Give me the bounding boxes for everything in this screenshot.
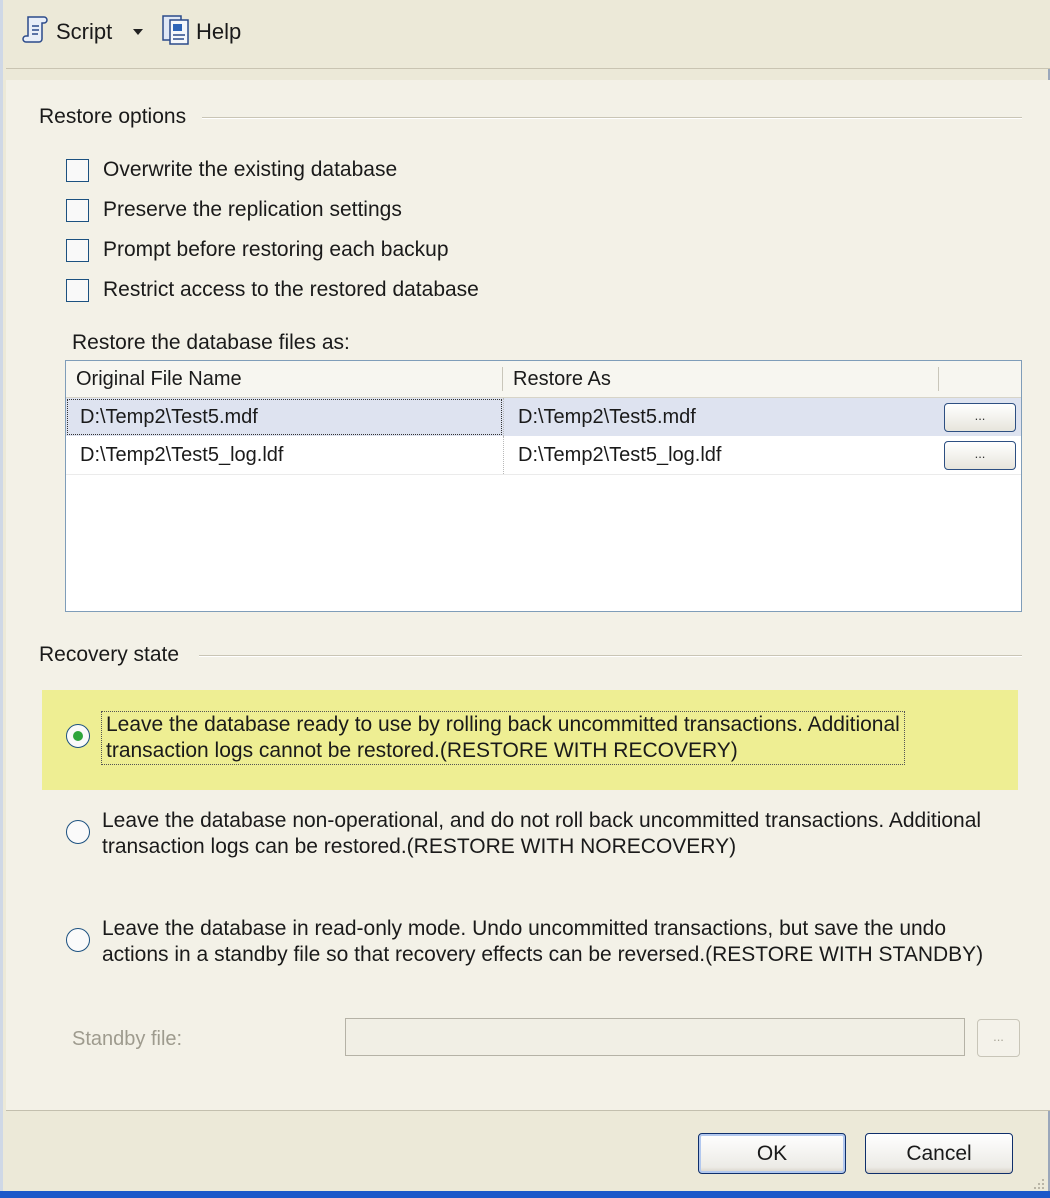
browse-button[interactable]: ... (944, 441, 1016, 470)
overwrite-database-checkbox[interactable] (66, 158, 397, 182)
script-label: Script (56, 19, 113, 44)
standby-browse-button[interactable]: ... (977, 1019, 1020, 1057)
checkbox-box[interactable] (66, 199, 89, 222)
standby-file-input[interactable] (345, 1018, 965, 1056)
restore-options-page (6, 80, 1050, 1111)
window-bottom-edge (0, 1191, 1050, 1198)
standby-file-label: Standby file: (72, 1028, 183, 1050)
prompt-before-restoring-checkbox[interactable] (66, 238, 449, 262)
recovery-state-divider (199, 655, 1022, 657)
column-separator[interactable] (938, 367, 939, 391)
script-button[interactable] (20, 14, 112, 50)
checkbox-box[interactable] (66, 279, 89, 302)
toolbar (6, 0, 1050, 69)
checkbox-box[interactable] (66, 239, 89, 262)
recovery-option-restore-with-norecovery[interactable] (66, 808, 981, 860)
help-icon (160, 12, 192, 52)
original-file-cell[interactable]: D:\Temp2\Test5_log.ldf (80, 444, 284, 466)
table-row[interactable] (66, 398, 1021, 436)
restore-files-label: Restore the database files as: (72, 331, 350, 354)
recovery-option-restore-with-recovery[interactable] (66, 712, 904, 764)
restore-as-cell[interactable]: D:\Temp2\Test5.mdf (503, 398, 938, 436)
restore-as-cell[interactable]: D:\Temp2\Test5_log.ldf (503, 436, 938, 474)
option-text-line: actions in a standby file so that recovery effects can be reversed.(RESTORE WITH STANDBY) (102, 943, 984, 966)
restore-files-grid[interactable] (65, 360, 1022, 612)
checkbox-label: Restrict access to the restored database (103, 278, 479, 301)
checkbox-label: Overwrite the existing database (103, 158, 398, 181)
checkbox-label: Preserve the replication settings (103, 198, 402, 221)
checkbox-box[interactable] (66, 159, 89, 182)
preserve-replication-checkbox[interactable] (66, 198, 402, 222)
help-label: Help (196, 19, 242, 44)
column-header-restore-as[interactable]: Restore As (513, 368, 611, 390)
option-text (102, 712, 904, 764)
option-text-line: Leave the database ready to use by rolling back uncommitted transactions. Additional (106, 713, 900, 736)
radio-button-selected[interactable] (66, 724, 90, 748)
restrict-access-checkbox[interactable] (66, 278, 479, 302)
restore-options-group-title: Restore options (39, 105, 187, 128)
option-text (102, 808, 981, 860)
option-text-line: transaction logs can be restored.(RESTORE WITH NORECOVERY) (102, 835, 737, 858)
cancel-button[interactable]: Cancel (865, 1133, 1013, 1174)
resize-grip-icon[interactable] (1031, 1176, 1045, 1190)
option-text-line: Leave the database in read-only mode. Undo uncommitted transactions, but save the undo (102, 917, 947, 940)
ok-button[interactable]: OK (698, 1133, 846, 1174)
grid-header (66, 361, 1021, 398)
option-text-line: transaction logs cannot be restored.(RESTORE WITH RECOVERY) (106, 739, 738, 762)
recovery-state-group-title: Recovery state (39, 643, 180, 666)
radio-button[interactable] (66, 928, 90, 952)
script-icon (20, 13, 52, 51)
radio-button[interactable] (66, 820, 90, 844)
option-text (102, 916, 983, 968)
row-divider (66, 474, 1021, 475)
help-button[interactable] (160, 14, 241, 50)
restore-options-divider (202, 117, 1022, 119)
script-dropdown-arrow-icon[interactable] (130, 24, 146, 40)
checkbox-label: Prompt before restoring each backup (103, 238, 449, 261)
original-file-cell[interactable]: D:\Temp2\Test5.mdf (66, 398, 503, 436)
recovery-option-restore-with-standby[interactable] (66, 916, 983, 968)
browse-button[interactable]: ... (944, 403, 1016, 432)
table-row[interactable] (66, 436, 1021, 474)
option-text-line: Leave the database non-operational, and do not roll back uncommitted transactions. Additional (102, 809, 982, 832)
column-header-original-file-name[interactable]: Original File Name (76, 368, 242, 390)
